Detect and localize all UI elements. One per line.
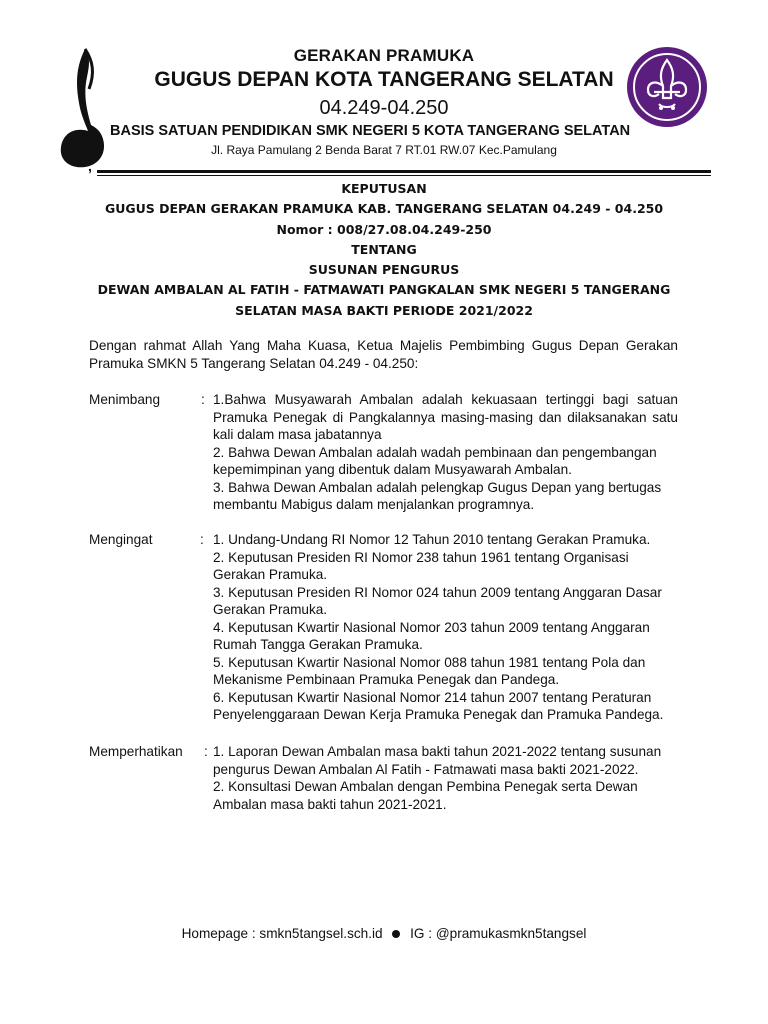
mengingat-label: Mengingat xyxy=(89,532,153,547)
list-item: 2. Konsultasi Dewan Ambalan dengan Pembina Penegak serta Dewan Ambalan masa bakti tahun 2021-2021. xyxy=(213,779,638,812)
footer xyxy=(0,926,768,941)
header-rule-thick xyxy=(97,170,711,173)
footer-homepage: Homepage : smkn5tangsel.sch.id xyxy=(181,926,383,941)
bullet-dot-icon xyxy=(392,930,400,938)
list-item: 2. Bahwa Dewan Ambalan adalah wadah pembinaan dan pengembangan kepemimpinan yang dibentuk dalam Musyawarah Ambalan. xyxy=(213,444,657,477)
menimbang-colon: : xyxy=(201,392,205,407)
header-number: 04.249-04.250 xyxy=(319,97,449,119)
decree-line: SUSUNAN PENGURUS xyxy=(308,262,460,278)
decree-line: KEPUTUSAN xyxy=(341,181,427,196)
decree-line: SELATAN MASA BAKTI PERIODE 2021/2022 xyxy=(235,302,533,318)
list-item: 3. Keputusan Presiden RI Nomor 024 tahun 2009 tentang Anggaran Dasar Gerakan Pramuka. xyxy=(213,584,662,617)
header-rule-thin xyxy=(97,175,711,176)
list-item: 1.Bahwa Musyawarah Ambalan adalah kekuasaan tertinggi bagi satuan Pramuka Penegak di Pangkalannya masing-masing dan dilaksanakan satu kali dalam masa jabatannya xyxy=(213,392,678,442)
memperhatikan-label: Memperhatikan xyxy=(89,744,183,759)
memperhatikan-colon: : xyxy=(204,744,208,759)
intro-paragraph: Dengan rahmat Allah Yang Maha Kuasa, Ketua Majelis Pembimbing Gugus Depan Gerakan Pramuka SMKN 5 Tangerang Selatan 04.249 - 04.250: xyxy=(89,338,678,371)
memperhatikan-list xyxy=(213,743,678,813)
footer-instagram: IG : @pramukasmkn5tangsel xyxy=(410,926,587,941)
decree-line: GUGUS DEPAN GERAKAN PRAMUKA KAB. TANGERANG SELATAN 04.249 - 04.250 xyxy=(104,201,664,217)
decree-line: Nomor : 008/27.08.04.249-250 xyxy=(276,221,492,237)
list-item: 4. Keputusan Kwartir Nasional Nomor 203 tahun 2009 tentang Anggaran Rumah Tangga Gerakan Pramuka. xyxy=(213,619,650,652)
list-item: 2. Keputusan Presiden RI Nomor 238 tahun 1961 tentang Organisasi Gerakan Pramuka. xyxy=(213,549,629,582)
header-address: Jl. Raya Pamulang 2 Benda Barat 7 RT.01 RW.07 Kec.Pamulang xyxy=(211,143,557,157)
mengingat-list xyxy=(213,531,678,724)
list-item: 6. Keputusan Kwartir Nasional Nomor 214 tahun 2007 tentang Peraturan Penyelenggaraan Dewan Kerja Pramuka Penegak dan Pramuka Pandega. xyxy=(213,689,664,722)
decree-line: TENTANG xyxy=(351,241,417,257)
list-item: 3. Bahwa Dewan Ambalan adalah pelengkap Gugus Depan yang bertugas membantu Mabigus dalam menjalankan programnya. xyxy=(213,479,662,512)
list-item: 1. Laporan Dewan Ambalan masa bakti tahun 2021-2022 tentang susunan pengurus Dewan Ambalan Al Fatih - Fatmawati masa bakti 2021-2022. xyxy=(213,744,662,777)
menimbang-label: Menimbang xyxy=(89,392,161,407)
mengingat-colon: : xyxy=(200,532,204,547)
decree-line: DEWAN AMBALAN AL FATIH - FATMAWATI PANGKALAN SMK NEGERI 5 TANGERANG xyxy=(97,282,671,298)
menimbang-list xyxy=(213,391,678,514)
header-base: BASIS SATUAN PENDIDIKAN SMK NEGERI 5 KOTA TANGERANG SELATAN xyxy=(110,123,631,139)
header-org: GERAKAN PRAMUKA xyxy=(293,46,475,65)
list-item: 1. Undang-Undang RI Nomor 12 Tahun 2010 tentang Gerakan Pramuka. xyxy=(213,532,651,547)
list-item: 5. Keputusan Kwartir Nasional Nomor 088 tahun 1981 tentang Pola dan Mekanisme Pembinaan Pramuka Penegak dan Pandega. xyxy=(213,654,646,687)
decree-title-block xyxy=(90,179,678,321)
header-mark: , xyxy=(88,158,92,174)
header-unit: GUGUS DEPAN KOTA TANGERANG SELATAN xyxy=(154,68,614,91)
